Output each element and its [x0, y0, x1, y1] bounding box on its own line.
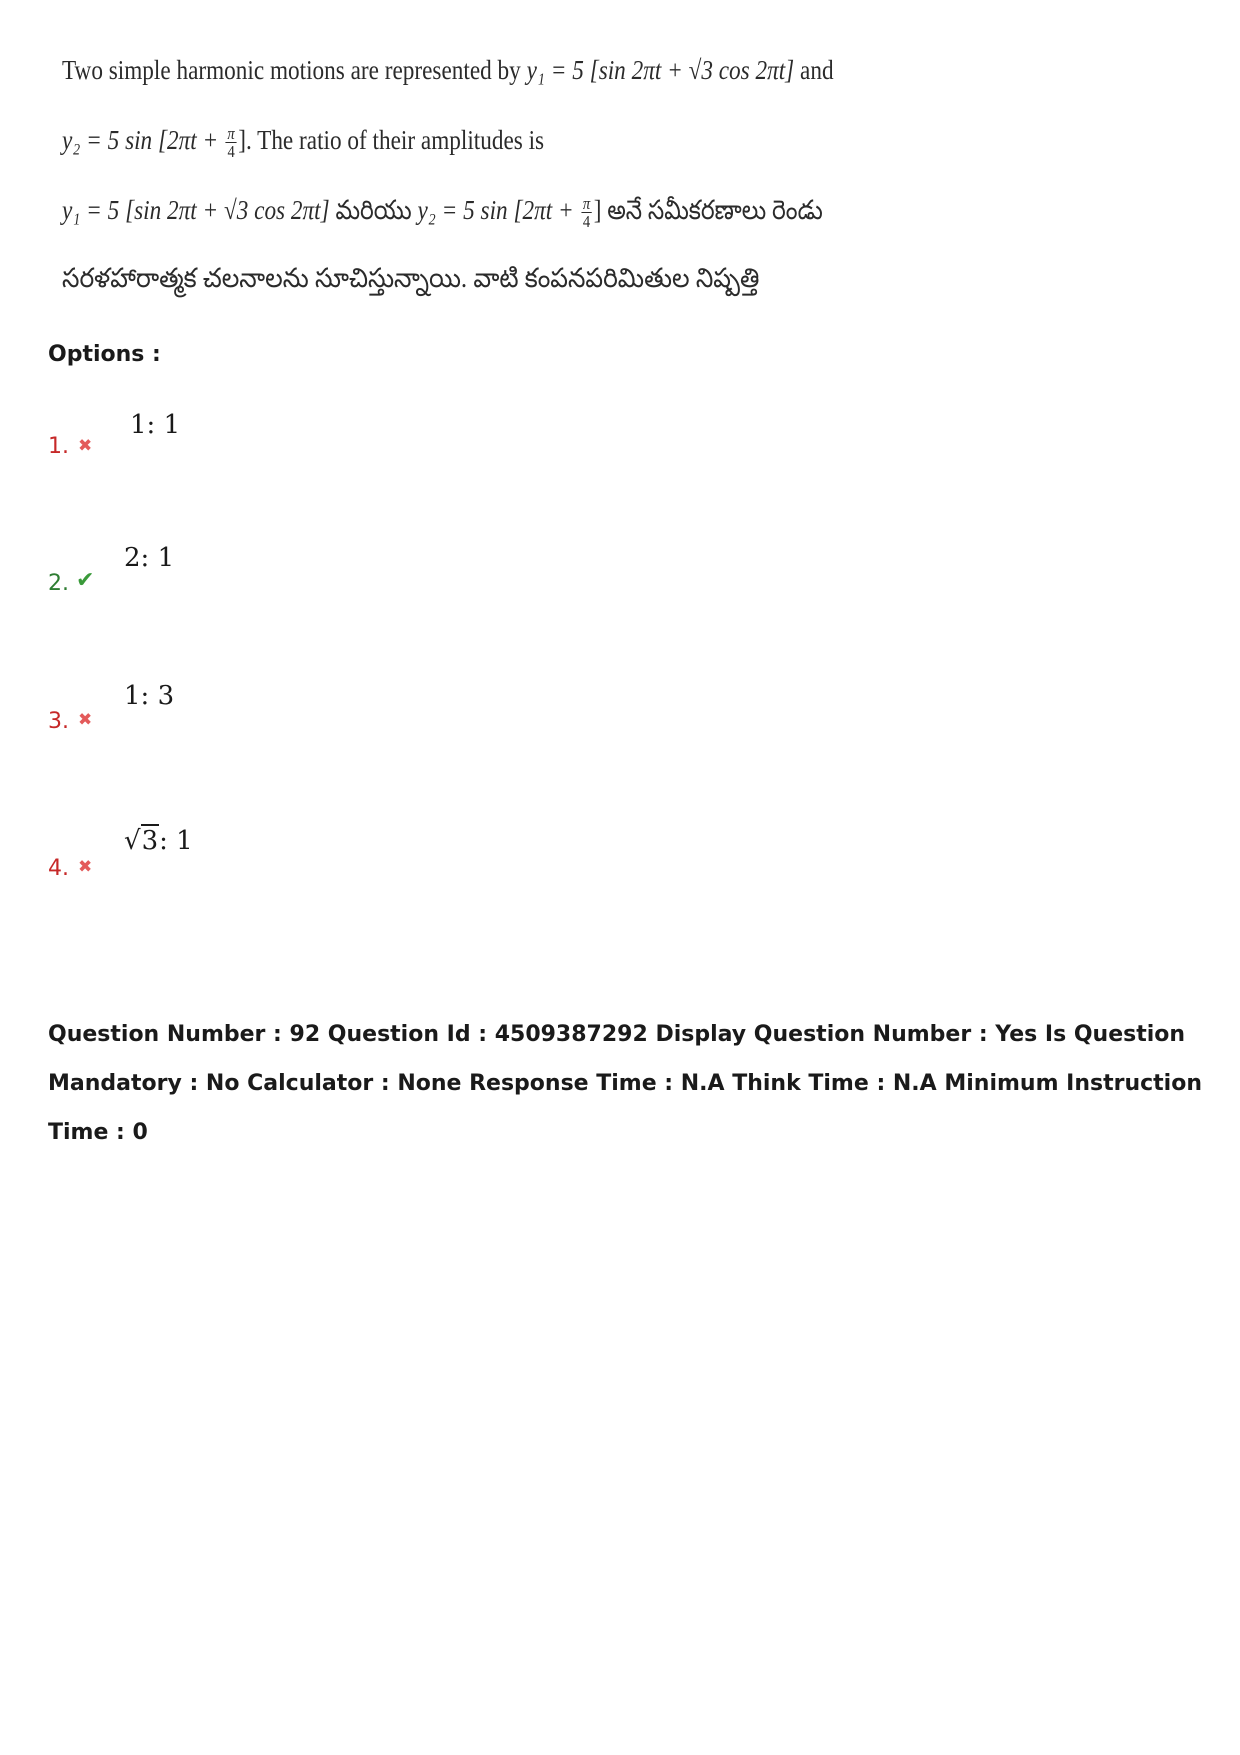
fraction-pi-over-4: [226, 125, 237, 160]
telugu-conjunction: మరియు: [329, 195, 418, 225]
telugu-fraction-denominator: 4: [582, 212, 591, 232]
telugu-line-1-suffix: ] అనే సమీకరణాలు రెండు: [593, 195, 823, 225]
telugu-equation-y1: y₁ = 5 [sin 2πt + √3 cos 2πt]: [62, 195, 330, 225]
option-4-sqrt-argument: 3: [141, 826, 159, 856]
options-label: Options :: [48, 342, 161, 367]
question-telugu-line-2: సరళహారాత్మక చలనాలను సూచిస్తున్నాయి. వాటి కంపనపరిమితుల నిష్పత్తి: [62, 263, 760, 293]
cross-icon: ✖: [78, 857, 93, 877]
telugu-fraction-pi-over-4: [581, 195, 592, 230]
fraction-denominator: 4: [227, 142, 235, 162]
check-icon: ✔: [76, 568, 95, 593]
question-english-line-1: [62, 50, 834, 90]
option-1-number: 1.: [48, 434, 69, 459]
fraction-numerator: π: [227, 124, 235, 144]
equation-y2: y₂ = 5 sin [2πt +: [62, 125, 224, 155]
cross-icon: ✖: [78, 710, 93, 730]
option-2-text: 2: 1: [124, 543, 175, 573]
question-metadata: Question Number : 92 Question Id : 4509387292 Display Question Number : Yes Is Question Mandatory : No Calculator : None Response Time : N.A Think Time : N.A Minimum Instruction Time : 0: [48, 1022, 1203, 1145]
option-1-text: 1: 1: [130, 410, 181, 440]
option-2-number: 2.: [48, 571, 69, 596]
square-root-icon: √: [124, 826, 141, 856]
question-english-line-1-prefix: Two simple harmonic motions are represented by: [62, 55, 527, 85]
question-english-line-2: [62, 120, 544, 160]
option-3-text: 1: 3: [124, 681, 175, 711]
telugu-fraction-numerator: π: [582, 194, 591, 214]
option-3-number: 3.: [48, 709, 69, 734]
question-telugu-line-1: [62, 190, 823, 230]
equation-y1: y₁ = 5 [sin 2πt + √3 cos 2πt]: [526, 55, 795, 85]
telugu-equation-y2: y₂ = 5 sin [2πt +: [417, 195, 580, 225]
option-4-number: 4.: [48, 856, 69, 881]
option-4-text: [124, 826, 193, 856]
question-english-line-2-suffix: ]. The ratio of their amplitudes is: [238, 125, 545, 155]
option-4-suffix: : 1: [159, 826, 193, 856]
cross-icon: ✖: [78, 436, 93, 456]
question-english-line-1-suffix: and: [794, 55, 834, 85]
